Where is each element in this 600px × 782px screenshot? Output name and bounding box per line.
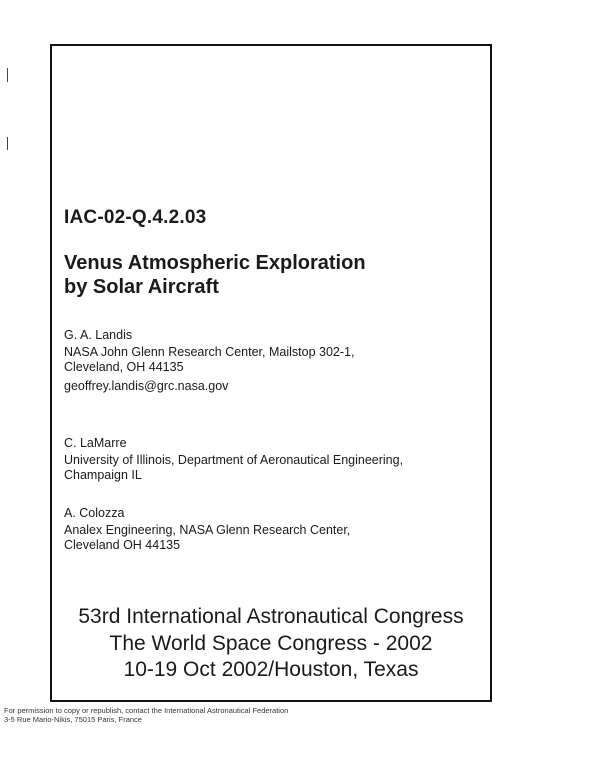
- permission-notice-line2: 3-5 Rue Mario-Nikis, 75015 Paris, France: [4, 715, 142, 724]
- congress-name: 53rd International Astronautical Congress: [78, 605, 464, 628]
- paper-id: IAC-02-Q.4.2.03: [64, 207, 207, 228]
- author-block: [64, 506, 484, 553]
- paper-title-line1: Venus Atmospheric Exploration: [64, 252, 366, 274]
- permission-notice-line1: For permission to copy or republish, contact the International Astronautical Federation: [4, 706, 289, 715]
- scan-artifact: [7, 68, 8, 82]
- scan-artifact: [7, 137, 8, 150]
- paper-title: [64, 251, 484, 299]
- author-name: G. A. Landis: [64, 328, 133, 342]
- author-affiliation: University of Illinois, Department of Aeronautical Engineering,: [64, 453, 404, 467]
- author-block: [64, 436, 484, 483]
- author-name: C. LaMarre: [64, 436, 127, 450]
- author-affiliation: Cleveland, OH 44135: [64, 360, 184, 374]
- author-block: [64, 328, 484, 394]
- author-affiliation: Cleveland OH 44135: [64, 538, 181, 552]
- author-affiliation: Analex Engineering, NASA Glenn Research Center,: [64, 523, 351, 537]
- permission-notice: [4, 706, 288, 724]
- author-affiliation: NASA John Glenn Research Center, Mailstop 302-1,: [64, 345, 355, 359]
- congress-subtitle: The World Space Congress - 2002: [109, 632, 433, 655]
- congress-date-location: 10-19 Oct 2002/Houston, Texas: [123, 658, 419, 681]
- author-affiliation: Champaign IL: [64, 468, 142, 482]
- author-name: A. Colozza: [64, 506, 125, 520]
- paper-title-line2: by Solar Aircraft: [64, 276, 219, 298]
- author-email: geoffrey.landis@grc.nasa.gov: [64, 379, 229, 393]
